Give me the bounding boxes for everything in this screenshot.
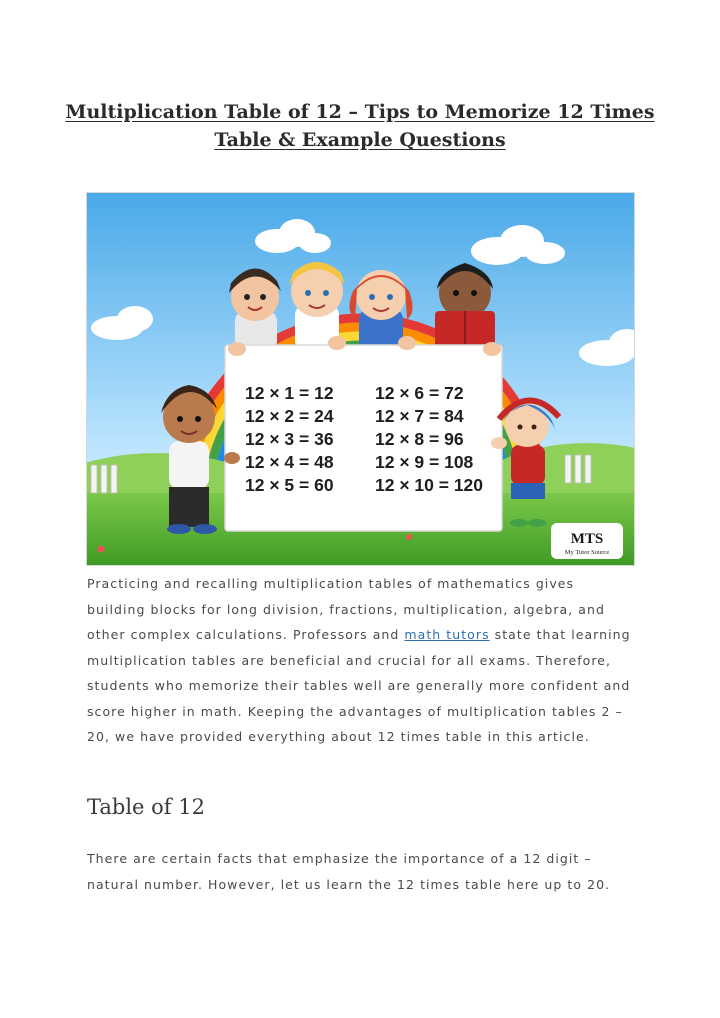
svg-text:My Tutor Source: My Tutor Source xyxy=(564,549,610,556)
svg-text:MTS: MTS xyxy=(570,531,604,547)
section-heading: Table of 12 xyxy=(87,795,205,819)
hero-image xyxy=(86,192,635,566)
intro-paragraph: Practicing and recalling multiplication tables of mathematics gives building blocks for long division, fractions, multiplication, algebra, and other complex calculations. Professors and math tutors state that learning multiplication tables are beneficial and crucial for all exams. Therefore, students who memorize their tables well are generally more confident and score higher in math. Keeping the advantages of multiplication tables 2 – 20, we have provided everything about 12 times table in this article. xyxy=(87,576,631,744)
board-row: 12 × 8 = 96 xyxy=(375,429,464,449)
board-row: 12 × 7 = 84 xyxy=(375,406,464,426)
board-row: 12 × 2 = 24 xyxy=(245,406,334,426)
page-title: Multiplication Table of 12 – Tips to Memorize 12 Times Table & Example Questions xyxy=(65,101,655,151)
board-row: 12 × 5 = 60 xyxy=(245,475,334,495)
kid-4 xyxy=(435,263,495,353)
board-row: 12 × 4 = 48 xyxy=(245,452,334,472)
board-left-column xyxy=(245,383,334,495)
math-tutors-link[interactable]: math tutors xyxy=(404,627,490,642)
board-row: 12 × 3 = 36 xyxy=(245,429,334,449)
board-row: 12 × 1 = 12 xyxy=(245,383,334,403)
board-row: 12 × 6 = 72 xyxy=(375,383,464,403)
board-row: 12 × 9 = 108 xyxy=(375,452,474,472)
kid-1 xyxy=(229,268,281,351)
board-row: 12 × 10 = 120 xyxy=(375,475,484,495)
logo xyxy=(551,523,623,559)
section-paragraph: There are certain facts that emphasize the importance of a 12 digit – natural number. However, let us learn the 12 times table here up to 20. xyxy=(87,851,611,892)
